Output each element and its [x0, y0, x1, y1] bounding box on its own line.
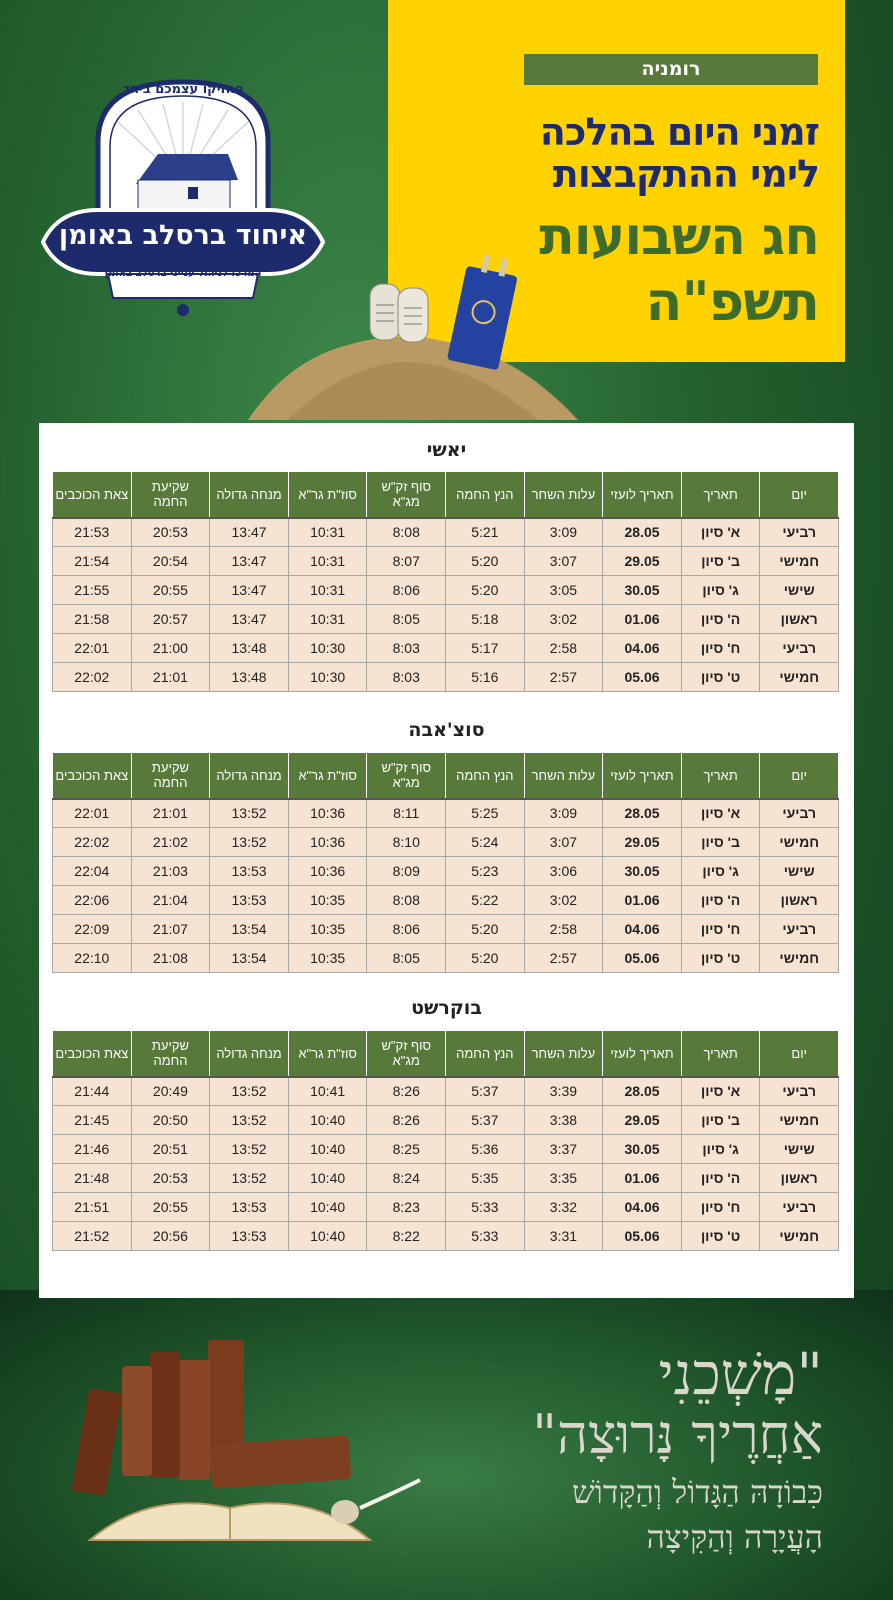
table-cell: 5:37: [446, 1077, 525, 1106]
table-cell: 5:33: [446, 1222, 525, 1251]
table-cell: 21:00: [131, 634, 210, 663]
col-sunset: שקיעת החמה: [131, 753, 210, 799]
table-cell: 5:35: [446, 1164, 525, 1193]
table-cell: 13:52: [210, 1135, 289, 1164]
table-cell: 13:52: [210, 1106, 289, 1135]
table-cell: ח' סיון: [681, 1193, 760, 1222]
table-cell: ב' סיון: [681, 1106, 760, 1135]
col-hebrew-date: תאריך: [681, 1031, 760, 1077]
table-cell: 10:36: [288, 828, 367, 857]
col-civil-date: תאריך לועזי: [603, 472, 682, 518]
table-cell: חמישי: [760, 1222, 839, 1251]
table-cell: ראשון: [760, 886, 839, 915]
table-cell: 8:25: [367, 1135, 446, 1164]
table-cell: 30.05: [603, 857, 682, 886]
table-cell: 10:36: [288, 857, 367, 886]
table-cell: 8:10: [367, 828, 446, 857]
table-cell: 29.05: [603, 547, 682, 576]
table-cell: 10:35: [288, 886, 367, 915]
table-body: [53, 1077, 839, 1251]
table-body: [53, 799, 839, 973]
table-cell: 8:23: [367, 1193, 446, 1222]
table-row: [53, 886, 839, 915]
table-cell: 13:53: [210, 1222, 289, 1251]
table-cell: 22:01: [53, 634, 132, 663]
table-cell: 13:48: [210, 663, 289, 692]
table-cell: 3:32: [524, 1193, 603, 1222]
table-cell: 22:01: [53, 799, 132, 828]
table-cell: 05.06: [603, 944, 682, 973]
table-row: [53, 915, 839, 944]
table-cell: 21:54: [53, 547, 132, 576]
table-cell: 10:40: [288, 1164, 367, 1193]
table-cell: 2:58: [524, 915, 603, 944]
table-cell: 13:53: [210, 886, 289, 915]
table-cell: 5:20: [446, 944, 525, 973]
table-cell: 04.06: [603, 915, 682, 944]
table-row: [53, 576, 839, 605]
table-cell: 8:06: [367, 915, 446, 944]
table-cell: 10:31: [288, 518, 367, 547]
table-cell: 8:26: [367, 1106, 446, 1135]
table-cell: ג' סיון: [681, 576, 760, 605]
table-cell: 10:35: [288, 944, 367, 973]
table-cell: חמישי: [760, 663, 839, 692]
col-nightfall: צאת הכוכבים: [53, 1031, 132, 1077]
times-table-bucharest: [52, 1030, 839, 1251]
table-cell: 21:46: [53, 1135, 132, 1164]
table-cell: ב' סיון: [681, 547, 760, 576]
table-header-row: [53, 1031, 839, 1077]
table-cell: 22:04: [53, 857, 132, 886]
table-cell: 20:55: [131, 576, 210, 605]
times-table-suceava: [52, 752, 839, 973]
table-cell: 10:35: [288, 915, 367, 944]
table-cell: 22:09: [53, 915, 132, 944]
table-cell: 20:57: [131, 605, 210, 634]
table-cell: 21:08: [131, 944, 210, 973]
table-row: [53, 944, 839, 973]
col-sunset: שקיעת החמה: [131, 472, 210, 518]
table-cell: 20:50: [131, 1106, 210, 1135]
table-cell: 8:05: [367, 605, 446, 634]
table-cell: 29.05: [603, 828, 682, 857]
table-cell: ג' סיון: [681, 857, 760, 886]
table-cell: ח' סיון: [681, 634, 760, 663]
table-cell: רביעי: [760, 518, 839, 547]
table-cell: ה' סיון: [681, 1164, 760, 1193]
table-row: [53, 1077, 839, 1106]
table-cell: 5:20: [446, 547, 525, 576]
mountain-scene: [248, 250, 578, 420]
table-cell: 3:05: [524, 576, 603, 605]
table-cell: 8:22: [367, 1222, 446, 1251]
table-cell: 3:39: [524, 1077, 603, 1106]
col-day: יום: [760, 472, 839, 518]
table-cell: 10:41: [288, 1077, 367, 1106]
table-cell: 5:33: [446, 1193, 525, 1222]
table-cell: 13:47: [210, 605, 289, 634]
city-title-suceava: סוצ'אבה: [408, 719, 485, 741]
table-cell: 22:10: [53, 944, 132, 973]
table-cell: 3:07: [524, 547, 603, 576]
table-row: [53, 1222, 839, 1251]
table-cell: 3:07: [524, 828, 603, 857]
col-sunrise: הנץ החמה: [446, 1031, 525, 1077]
col-dawn: עלות השחר: [524, 472, 603, 518]
table-cell: 5:20: [446, 915, 525, 944]
col-sunset: שקיעת החמה: [131, 1031, 210, 1077]
col-civil-date: תאריך לועזי: [603, 753, 682, 799]
col-civil-date: תאריך לועזי: [603, 1031, 682, 1077]
table-cell: 22:02: [53, 663, 132, 692]
table-cell: 3:06: [524, 857, 603, 886]
table-cell: 30.05: [603, 1135, 682, 1164]
col-shema-gra: סוז"ת גר"א: [288, 753, 367, 799]
table-cell: א' סיון: [681, 799, 760, 828]
table-cell: רביעי: [760, 1077, 839, 1106]
table-row: [53, 799, 839, 828]
table-cell: 3:09: [524, 799, 603, 828]
table-cell: 21:52: [53, 1222, 132, 1251]
table-cell: 8:03: [367, 634, 446, 663]
table-cell: 2:58: [524, 634, 603, 663]
table-cell: 13:48: [210, 634, 289, 663]
quote-line-2: אַחֲרֶיךָ נָּרוּצָה": [532, 1403, 823, 1466]
table-row: [53, 828, 839, 857]
table-row: [53, 857, 839, 886]
table-cell: שישי: [760, 857, 839, 886]
books-illustration: [70, 1330, 440, 1560]
table-row: [53, 547, 839, 576]
col-shema-gra: סוז"ת גר"א: [288, 1031, 367, 1077]
table-cell: 5:36: [446, 1135, 525, 1164]
table-cell: 01.06: [603, 1164, 682, 1193]
table-cell: 13:54: [210, 915, 289, 944]
table-cell: 3:37: [524, 1135, 603, 1164]
col-hebrew-date: תאריך: [681, 472, 760, 518]
col-hebrew-date: תאריך: [681, 753, 760, 799]
table-cell: 5:20: [446, 576, 525, 605]
table-cell: 21:58: [53, 605, 132, 634]
table-cell: 13:52: [210, 1164, 289, 1193]
table-cell: 20:55: [131, 1193, 210, 1222]
table-cell: חמישי: [760, 828, 839, 857]
books-icon: [70, 1330, 440, 1560]
table-cell: 8:08: [367, 886, 446, 915]
table-cell: רביעי: [760, 634, 839, 663]
table-row: [53, 634, 839, 663]
table-cell: 21:45: [53, 1106, 132, 1135]
table-cell: 21:44: [53, 1077, 132, 1106]
col-mincha: מנחה גדולה: [210, 472, 289, 518]
col-nightfall: צאת הכוכבים: [53, 753, 132, 799]
city-title-bucharest: בוקרשט: [411, 997, 482, 1019]
table-cell: 10:30: [288, 663, 367, 692]
table-cell: 5:16: [446, 663, 525, 692]
col-shema-mga: סוף זק"ש מג"א: [367, 753, 446, 799]
table-cell: 20:54: [131, 547, 210, 576]
city-title-iasi: יאשי: [426, 439, 467, 461]
table-cell: 28.05: [603, 518, 682, 547]
logo-subtitle: המרכז לניהול ענייני ברסלב באומן: [104, 268, 262, 279]
title-line-4: תשפ"ה: [645, 270, 819, 333]
table-cell: 8:11: [367, 799, 446, 828]
table-cell: 28.05: [603, 1077, 682, 1106]
table-cell: 21:53: [53, 518, 132, 547]
table-header-row: [53, 472, 839, 518]
country-label: רומניה: [524, 54, 818, 85]
table-cell: ט' סיון: [681, 944, 760, 973]
table-cell: ה' סיון: [681, 605, 760, 634]
table-cell: 21:07: [131, 915, 210, 944]
table-cell: רביעי: [760, 799, 839, 828]
table-cell: 10:30: [288, 634, 367, 663]
table-cell: 10:40: [288, 1222, 367, 1251]
table-cell: 20:49: [131, 1077, 210, 1106]
table-cell: 3:09: [524, 518, 603, 547]
col-sunrise: הנץ החמה: [446, 472, 525, 518]
table-cell: 5:17: [446, 634, 525, 663]
table-cell: 13:52: [210, 828, 289, 857]
table-cell: 20:53: [131, 518, 210, 547]
table-cell: חמישי: [760, 944, 839, 973]
col-mincha: מנחה גדולה: [210, 753, 289, 799]
col-day: יום: [760, 753, 839, 799]
title-line-2: לימי ההתקבצות: [552, 152, 819, 196]
logo-name: איחוד ברסלב באומן: [58, 220, 308, 251]
table-cell: 8:06: [367, 576, 446, 605]
table-row: [53, 1193, 839, 1222]
table-cell: 04.06: [603, 634, 682, 663]
table-cell: 5:22: [446, 886, 525, 915]
table-cell: 10:31: [288, 547, 367, 576]
table-cell: 13:53: [210, 1193, 289, 1222]
table-cell: 13:53: [210, 857, 289, 886]
table-cell: 13:52: [210, 1077, 289, 1106]
table-cell: א' סיון: [681, 518, 760, 547]
table-cell: ראשון: [760, 1164, 839, 1193]
quote-line-3: כִּבוֹדָהּ הַגָּדוֹל וְהַקָּדוֹשׁ: [572, 1473, 823, 1511]
table-cell: 29.05: [603, 1106, 682, 1135]
quote-line-4: הָעֲיָרָה וְהַקִּיצָה: [646, 1518, 823, 1556]
table-cell: 21:03: [131, 857, 210, 886]
table-cell: 13:47: [210, 518, 289, 547]
table-cell: 21:01: [131, 663, 210, 692]
table-cell: 05.06: [603, 663, 682, 692]
col-shema-mga: סוף זק"ש מג"א: [367, 472, 446, 518]
table-cell: 21:01: [131, 799, 210, 828]
table-cell: 5:21: [446, 518, 525, 547]
table-cell: 21:55: [53, 576, 132, 605]
table-cell: 8:08: [367, 518, 446, 547]
table-cell: א' סיון: [681, 1077, 760, 1106]
table-cell: 04.06: [603, 1193, 682, 1222]
table-row: [53, 1164, 839, 1193]
table-cell: 28.05: [603, 799, 682, 828]
title-line-3: חג השבועות: [539, 207, 819, 267]
table-cell: ט' סיון: [681, 663, 760, 692]
times-panel: [39, 423, 854, 1298]
table-cell: 13:54: [210, 944, 289, 973]
table-cell: 5:24: [446, 828, 525, 857]
table-cell: 22:06: [53, 886, 132, 915]
table-cell: שישי: [760, 576, 839, 605]
table-cell: 10:40: [288, 1135, 367, 1164]
table-cell: 3:38: [524, 1106, 603, 1135]
table-cell: ראשון: [760, 605, 839, 634]
table-cell: 01.06: [603, 605, 682, 634]
table-cell: 5:23: [446, 857, 525, 886]
table-body: [53, 518, 839, 692]
table-cell: 01.06: [603, 886, 682, 915]
table-cell: שישי: [760, 1135, 839, 1164]
table-cell: 20:51: [131, 1135, 210, 1164]
table-cell: 5:37: [446, 1106, 525, 1135]
table-cell: 3:35: [524, 1164, 603, 1193]
table-cell: חמישי: [760, 1106, 839, 1135]
table-cell: 13:47: [210, 576, 289, 605]
quote-line-1: "מָשְׁכֵנִי: [658, 1340, 823, 1408]
table-cell: ח' סיון: [681, 915, 760, 944]
table-cell: 21:04: [131, 886, 210, 915]
table-cell: 8:26: [367, 1077, 446, 1106]
table-cell: רביעי: [760, 1193, 839, 1222]
table-row: [53, 1106, 839, 1135]
table-cell: 5:18: [446, 605, 525, 634]
table-cell: ג' סיון: [681, 1135, 760, 1164]
table-cell: 30.05: [603, 576, 682, 605]
table-cell: 10:31: [288, 605, 367, 634]
table-cell: 8:05: [367, 944, 446, 973]
table-cell: חמישי: [760, 547, 839, 576]
table-cell: 20:53: [131, 1164, 210, 1193]
table-cell: ט' סיון: [681, 1222, 760, 1251]
table-cell: 2:57: [524, 944, 603, 973]
table-row: [53, 605, 839, 634]
table-cell: 2:57: [524, 663, 603, 692]
table-cell: 21:48: [53, 1164, 132, 1193]
table-cell: 13:52: [210, 799, 289, 828]
table-cell: 10:40: [288, 1193, 367, 1222]
table-cell: 5:25: [446, 799, 525, 828]
table-row: [53, 1135, 839, 1164]
mountain-tablets-icon: [248, 250, 578, 420]
table-cell: 13:47: [210, 547, 289, 576]
col-shema-gra: סוז"ת גר"א: [288, 472, 367, 518]
table-cell: 10:40: [288, 1106, 367, 1135]
times-table-iasi: [52, 471, 839, 692]
col-dawn: עלות השחר: [524, 753, 603, 799]
col-shema-mga: סוף זק"ש מג"א: [367, 1031, 446, 1077]
logo-arc-text: החזיקו עצמכם ביחד: [122, 82, 244, 97]
table-cell: 3:02: [524, 886, 603, 915]
col-nightfall: צאת הכוכבים: [53, 472, 132, 518]
title-line-1: זמני היום בהלכה: [539, 110, 819, 154]
table-cell: רביעי: [760, 915, 839, 944]
table-cell: ב' סיון: [681, 828, 760, 857]
table-row: [53, 663, 839, 692]
table-cell: 8:24: [367, 1164, 446, 1193]
col-mincha: מנחה גדולה: [210, 1031, 289, 1077]
table-cell: 8:03: [367, 663, 446, 692]
table-cell: 20:56: [131, 1222, 210, 1251]
table-cell: ה' סיון: [681, 886, 760, 915]
table-cell: 21:51: [53, 1193, 132, 1222]
table-header-row: [53, 753, 839, 799]
table-cell: 10:31: [288, 576, 367, 605]
table-cell: 8:09: [367, 857, 446, 886]
table-cell: 22:02: [53, 828, 132, 857]
table-cell: 10:36: [288, 799, 367, 828]
col-sunrise: הנץ החמה: [446, 753, 525, 799]
table-row: [53, 518, 839, 547]
table-cell: 21:02: [131, 828, 210, 857]
col-dawn: עלות השחר: [524, 1031, 603, 1077]
table-cell: 05.06: [603, 1222, 682, 1251]
col-day: יום: [760, 1031, 839, 1077]
table-cell: 3:02: [524, 605, 603, 634]
table-cell: 8:07: [367, 547, 446, 576]
table-cell: 3:31: [524, 1222, 603, 1251]
